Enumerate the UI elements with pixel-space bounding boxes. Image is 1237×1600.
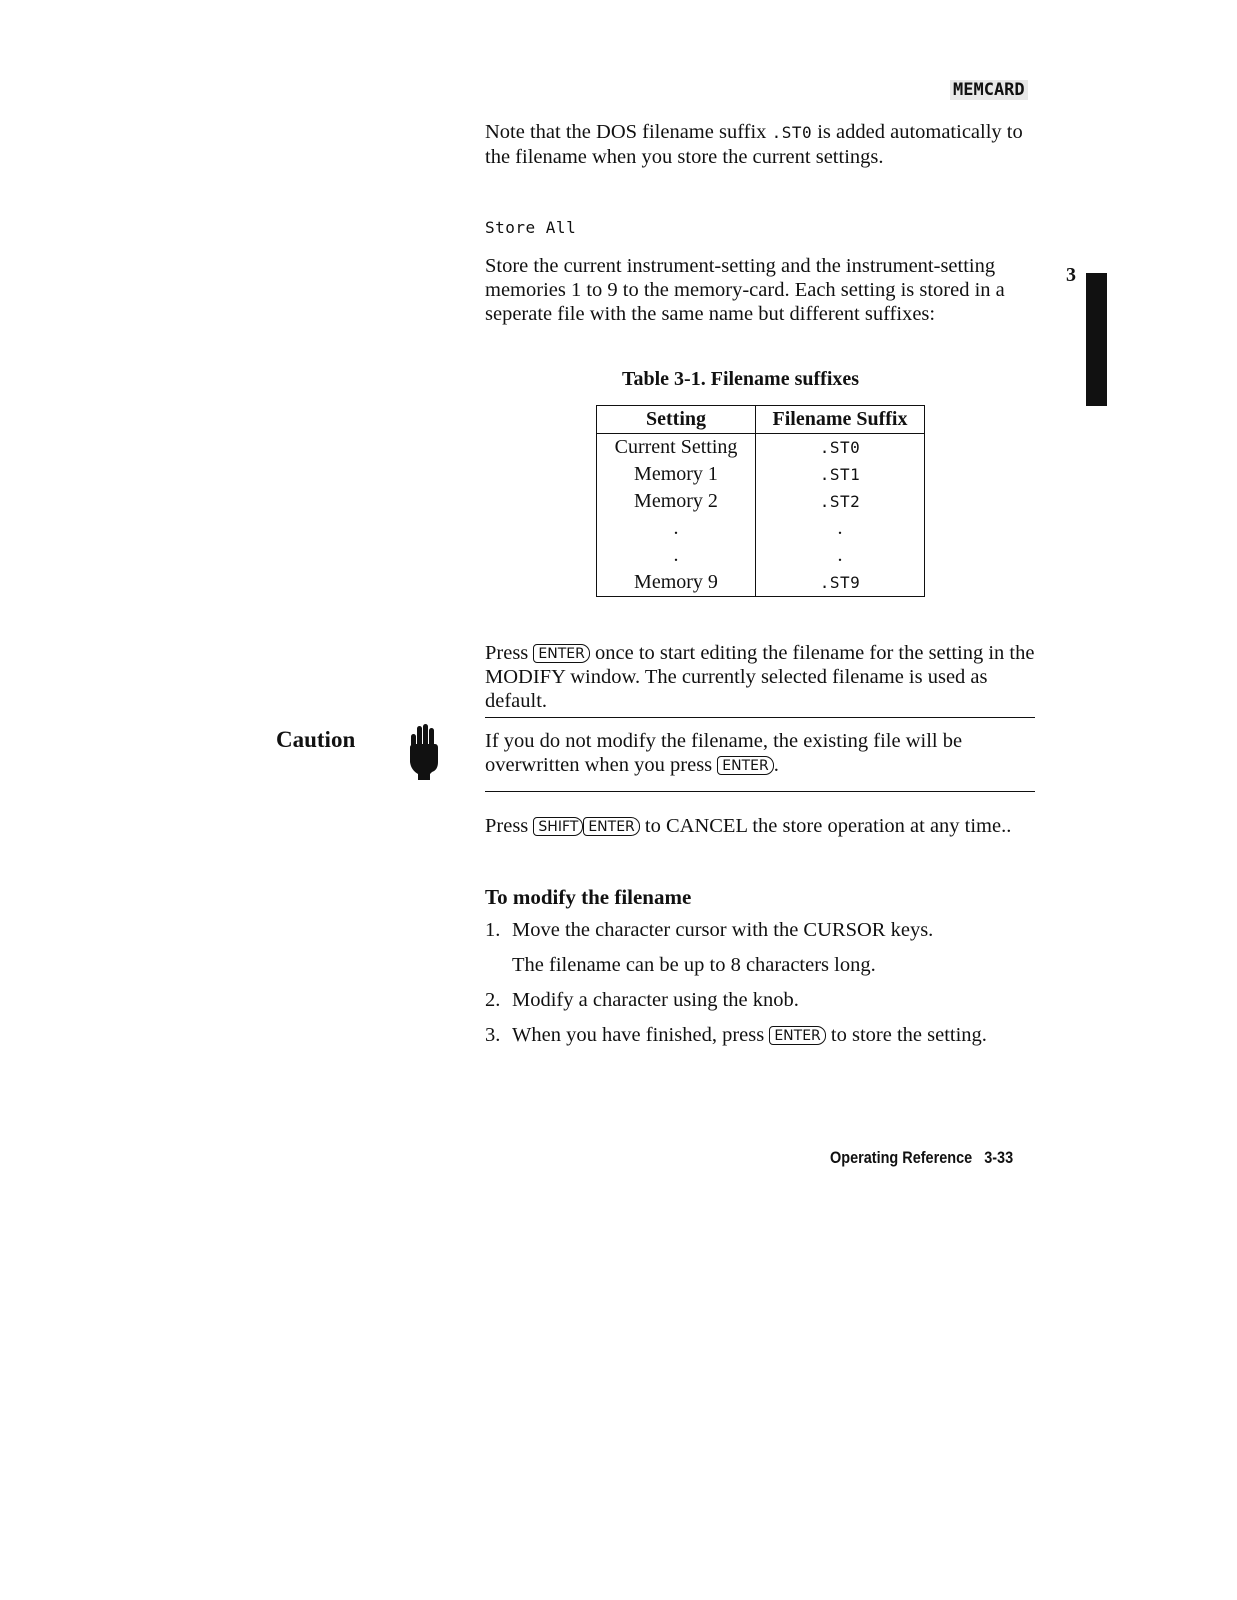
- page-footer: [830, 1148, 1013, 1168]
- cancel-paragraph: Press SHIFT ENTER to CANCEL the store operation at any time..: [485, 815, 1012, 837]
- list-item: 3. When you have finished, press ENTER to store the setting.: [485, 1024, 987, 1046]
- intro-paragraph: Note that the DOS filename suffix .ST0 is added automatically to the filename when you store the current settings.: [485, 121, 1023, 168]
- table-header-setting: Setting: [597, 406, 756, 434]
- caution-label: Caution: [276, 727, 356, 752]
- table-row: Current Setting .ST0: [597, 434, 925, 462]
- modify-steps-list: [485, 918, 1045, 1047]
- table-caption: Table 3-1. Filename suffixes: [622, 368, 860, 390]
- chapter-tab-number: 3: [1066, 264, 1076, 286]
- store-all-description: Store the current instrument-setting and the instrument-setting memories 1 to 9 to the memory-card. Each setting is stored in a seperate file with the same name but different suffixes:: [485, 255, 1005, 325]
- chapter-tab-bar: [1086, 273, 1107, 406]
- filename-suffix-table: [596, 405, 925, 597]
- list-item: 1. Move the character cursor with the CURSOR keys.: [485, 919, 934, 941]
- suffix-code: .ST0: [771, 123, 813, 142]
- caution-hand-icon: [408, 722, 440, 782]
- page-number: 3-33: [984, 1148, 1014, 1167]
- list-item: 2. Modify a character using the knob.: [485, 989, 799, 1011]
- enter-key: ENTER: [583, 817, 639, 836]
- press-enter-paragraph: Press ENTER once to start editing the filename for the setting in the MODIFY window. The currently selected filename is used as default.: [485, 642, 1035, 712]
- enter-key: ENTER: [769, 1026, 825, 1045]
- table-header-suffix: Filename Suffix: [756, 406, 925, 434]
- table-row: . .: [597, 515, 925, 542]
- shift-key: SHIFT: [533, 817, 583, 836]
- enter-key: ENTER: [717, 756, 773, 775]
- caution-rule-bottom: [485, 791, 1035, 792]
- list-item-note: The filename can be up to 8 characters long.: [512, 954, 876, 976]
- table-row: Memory 2 .ST2: [597, 488, 925, 515]
- footer-section: Operating Reference: [830, 1148, 973, 1167]
- store-all-softkey: Store All: [485, 218, 577, 237]
- table-row: Memory 9 .ST9: [597, 569, 925, 597]
- table-header-row: [597, 406, 925, 434]
- modify-filename-heading: To modify the filename: [485, 885, 692, 909]
- table-row: Memory 1 .ST1: [597, 461, 925, 488]
- caution-text: If you do not modify the filename, the existing file will be overwritten when you press ENTER .: [485, 730, 963, 776]
- enter-key: ENTER: [533, 644, 589, 663]
- section-tag: MEMCARD: [950, 80, 1028, 100]
- caution-rule-top: [485, 717, 1035, 718]
- table-row: . .: [597, 542, 925, 569]
